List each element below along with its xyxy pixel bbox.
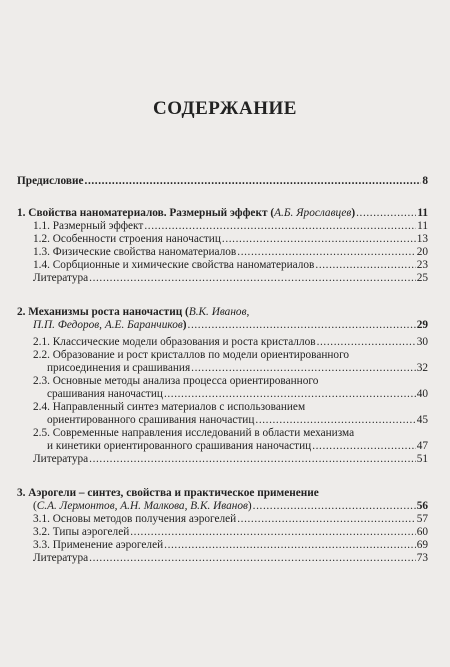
toc-entry-references[interactable] (33, 552, 428, 565)
toc-chapter-1[interactable] (17, 207, 428, 220)
toc-entry-text: 1.1. Размерный эффект (33, 220, 144, 232)
toc-entry-line2[interactable] (47, 440, 428, 453)
toc-entry-line2[interactable] (47, 362, 428, 375)
toc-page-number: 47 (416, 440, 428, 452)
toc-entry-text: срашивания наночастиц (47, 388, 163, 400)
dot-leader (191, 362, 416, 375)
toc-entry-line1[interactable]: 2.4. Направленный синтез материалов с использованием (33, 401, 306, 413)
toc-page-number: 11 (417, 207, 428, 219)
toc-page-number: 23 (416, 259, 428, 271)
toc-chapter-2-line2[interactable] (33, 319, 428, 332)
toc-page-number: 29 (416, 319, 428, 331)
toc-entry-text: присоединения и срашивания (47, 362, 191, 374)
chapter-authors: С.А. Лермонтов, А.Н. Малкова, В.К. Иванов (36, 500, 248, 512)
dot-leader (237, 246, 415, 259)
toc-entry-text: 2.1. Классические модели образования и роста кристаллов (33, 336, 316, 348)
dot-leader (255, 414, 415, 427)
toc-entry-line1[interactable]: 2.2. Образование и рост кристаллов по модели ориентированного (33, 349, 350, 361)
dot-leader (164, 539, 416, 552)
toc-page-number: 56 (416, 500, 428, 512)
dot-leader (85, 175, 422, 188)
dot-leader (356, 207, 416, 220)
toc-entry[interactable] (33, 336, 428, 349)
toc-page-number: 32 (416, 362, 428, 374)
chapter-title-end: ) (351, 207, 356, 219)
toc-entry-line1[interactable]: 2.3. Основные методы анализа процесса ориентированного (33, 375, 319, 387)
page-title: СОДЕРЖАНИЕ (153, 98, 297, 119)
toc-page-number: 40 (416, 388, 428, 400)
dot-leader (253, 500, 416, 513)
toc-entry-line2[interactable] (47, 388, 428, 401)
dot-leader (312, 440, 416, 453)
toc-page-number: 51 (416, 453, 428, 465)
chapter-authors: В.К. Иванов, (188, 306, 250, 318)
toc-entry[interactable] (33, 513, 428, 526)
toc-page-number: 45 (416, 414, 428, 426)
dot-leader (317, 336, 416, 349)
dot-leader (222, 233, 416, 246)
toc-entry-text: Предисловие (17, 175, 84, 187)
chapter-authors: П.П. Федоров, А.Е. Баранчиков (33, 319, 183, 331)
toc-entry-text: 1.2. Особенности строения наночастиц (33, 233, 221, 245)
toc-entry-text: 1.3. Физические свойства наноматериалов (33, 246, 237, 258)
dot-leader (315, 259, 415, 272)
toc-entry-line2[interactable] (47, 414, 428, 427)
toc-entry-references[interactable] (33, 453, 428, 466)
toc-entry[interactable] (33, 539, 428, 552)
chapter-title: 1. Свойства наноматериалов. Размерный эффект ( (17, 207, 275, 219)
toc-entry-references[interactable] (33, 272, 428, 285)
toc-entry[interactable] (33, 220, 428, 233)
toc-entry-text: Литература (33, 453, 89, 465)
toc-chapter-3-line1[interactable]: 3. Аэрогели – синтез, свойства и практическое применение (17, 487, 319, 499)
toc-entry-text: 3.1. Основы методов получения аэрогелей (33, 513, 237, 525)
dot-leader (144, 220, 416, 233)
chapter-authors: А.Б. Ярославцев (274, 207, 352, 219)
toc-entry[interactable] (33, 233, 428, 246)
toc-page-number: 8 (422, 175, 428, 187)
dot-leader (89, 453, 416, 466)
toc-entry-text: и кинетики ориентированного срашивания наночастиц (47, 440, 312, 452)
table-of-contents (17, 175, 428, 565)
toc-chapter-2-line1[interactable] (17, 306, 428, 319)
toc-page-number: 60 (416, 526, 428, 538)
toc-entry-text: Литература (33, 552, 89, 564)
toc-entry-text: 3.2. Типы аэрогелей (33, 526, 130, 538)
dot-leader (164, 388, 416, 401)
toc-page-number: 13 (416, 233, 428, 245)
dot-leader (89, 272, 416, 285)
chapter-title: 2. Механизмы роста наночастиц ( (17, 306, 189, 318)
toc-page-number: 73 (416, 552, 428, 564)
toc-entry[interactable] (33, 259, 428, 272)
dot-leader (89, 552, 416, 565)
toc-page-number: 25 (416, 272, 428, 284)
toc-entry-text: 1.4. Сорбционные и химические свойства наноматериалов (33, 259, 315, 271)
dot-leader (188, 319, 416, 332)
toc-chapter-3-line2[interactable]: (С.А. Лермонтов, А.Н. Малкова, В.К. Иванов) ..... 56 (33, 500, 428, 513)
dot-leader (237, 513, 415, 526)
toc-entry-preface[interactable] (17, 175, 428, 188)
toc-page-number: 69 (416, 539, 428, 551)
toc-page-number: 20 (416, 246, 428, 258)
toc-entry[interactable] (33, 246, 428, 259)
toc-entry-text: Литература (33, 272, 89, 284)
toc-page-number: 11 (417, 220, 428, 232)
toc-entry-text: 3.3. Применение аэрогелей (33, 539, 164, 551)
toc-entry[interactable] (33, 526, 428, 539)
toc-entry-text: ориентированного срашивания наночастиц (47, 414, 255, 426)
chapter-title-end: ) (182, 319, 187, 331)
dot-leader (130, 526, 415, 539)
toc-page-number: 30 (416, 336, 428, 348)
toc-page-number: 57 (416, 513, 428, 525)
toc-entry-line1[interactable]: 2.5. Современные направления исследований в области механизма (33, 427, 355, 439)
